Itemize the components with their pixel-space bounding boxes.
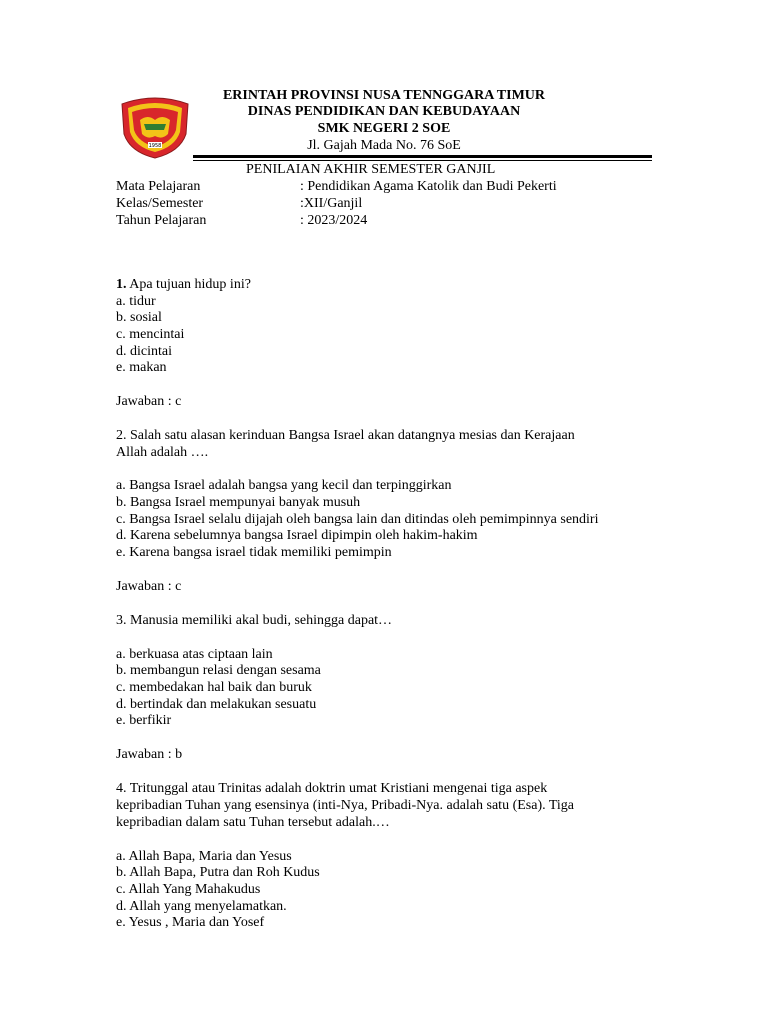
q2-option-c: c. Bangsa Israel selalu dijajah oleh bangsa lain dan ditindas oleh pemimpinnya sendiri <box>116 512 599 527</box>
question-text: Apa tujuan hidup ini? <box>126 277 251 292</box>
q4-option-b: b. Allah Bapa, Putra dan Roh Kudus <box>116 865 320 880</box>
q1-option-e: e. makan <box>116 360 167 375</box>
meta-label: Tahun Pelajaran <box>116 213 207 228</box>
q1-option-a: a. tidur <box>116 294 156 309</box>
header-line-2: DINAS PENDIDIKAN DAN KEBUDAYAAN <box>247 104 521 119</box>
meta-value: : Pendidikan Agama Katolik dan Budi Pekerti <box>300 179 557 194</box>
exam-title: PENILAIAN AKHIR SEMESTER GANJIL <box>246 162 496 177</box>
q3-answer: Jawaban : b <box>116 747 183 762</box>
header-address: Jl. Gajah Mada No. 76 SoE <box>307 138 461 153</box>
question-4-line-3: kepribadian dalam satu Tuhan tersebut adalah.… <box>116 815 390 830</box>
question-4-line-2: kepribadian Tuhan yang esensinya (inti-Nya, Pribadi-Nya. adalah satu (Esa). Tiga <box>116 798 575 813</box>
q4-option-a: a. Allah Bapa, Maria dan Yesus <box>116 849 292 864</box>
meta-label: Mata Pelajaran <box>116 179 201 194</box>
meta-label: Kelas/Semester <box>116 196 204 211</box>
q3-option-c: c. membedakan hal baik dan buruk <box>116 680 312 695</box>
q2-option-b: b. Bangsa Israel mempunyai banyak musuh <box>116 495 361 510</box>
header-divider-thick <box>193 155 652 158</box>
question-4-line-1: 4. Tritunggal atau Trinitas adalah doktrin umat Kristiani mengenai tiga aspek <box>116 781 548 796</box>
q3-option-a: a. berkuasa atas ciptaan lain <box>116 647 273 662</box>
q2-answer: Jawaban : c <box>116 579 182 594</box>
q1-answer: Jawaban : c <box>116 394 182 409</box>
q3-option-d: d. bertindak dan melakukan sesuatu <box>116 697 317 712</box>
q2-option-d: d. Karena sebelumnya bangsa Israel dipimpin oleh hakim-hakim <box>116 528 478 543</box>
q3-option-e: e. berfikir <box>116 713 172 728</box>
question-3-line-1: 3. Manusia memiliki akal budi, sehingga dapat… <box>116 613 393 628</box>
header-line-3: SMK NEGERI 2 SOE <box>317 121 451 136</box>
question-number: 1. <box>116 277 127 292</box>
meta-value: :XII/Ganjil <box>300 196 363 211</box>
question-2-line-2: Allah adalah …. <box>116 445 209 460</box>
q1-option-b: b. sosial <box>116 310 162 325</box>
svg-text:1958: 1958 <box>148 143 162 149</box>
q2-option-a: a. Bangsa Israel adalah bangsa yang kecil dan terpinggirkan <box>116 478 452 493</box>
question-1-text <box>116 276 251 293</box>
q4-option-e: e. Yesus , Maria dan Yosef <box>116 915 265 930</box>
header-divider-thin <box>193 160 652 161</box>
q4-option-d: d. Allah yang menyelamatkan. <box>116 899 287 914</box>
question-2-line-1: 2. Salah satu alasan kerinduan Bangsa Israel akan datangnya mesias dan Kerajaan <box>116 428 575 443</box>
q1-option-d: d. dicintai <box>116 344 172 359</box>
q4-option-c: c. Allah Yang Mahakudus <box>116 882 261 897</box>
q1-option-c: c. mencintai <box>116 327 185 342</box>
q3-option-b: b. membangun relasi dengan sesama <box>116 663 321 678</box>
header-line-1: ERINTAH PROVINSI NUSA TENNGGARA TIMUR <box>222 88 546 103</box>
meta-value: : 2023/2024 <box>300 213 368 228</box>
q2-option-e: e. Karena bangsa israel tidak memiliki pemimpin <box>116 545 392 560</box>
